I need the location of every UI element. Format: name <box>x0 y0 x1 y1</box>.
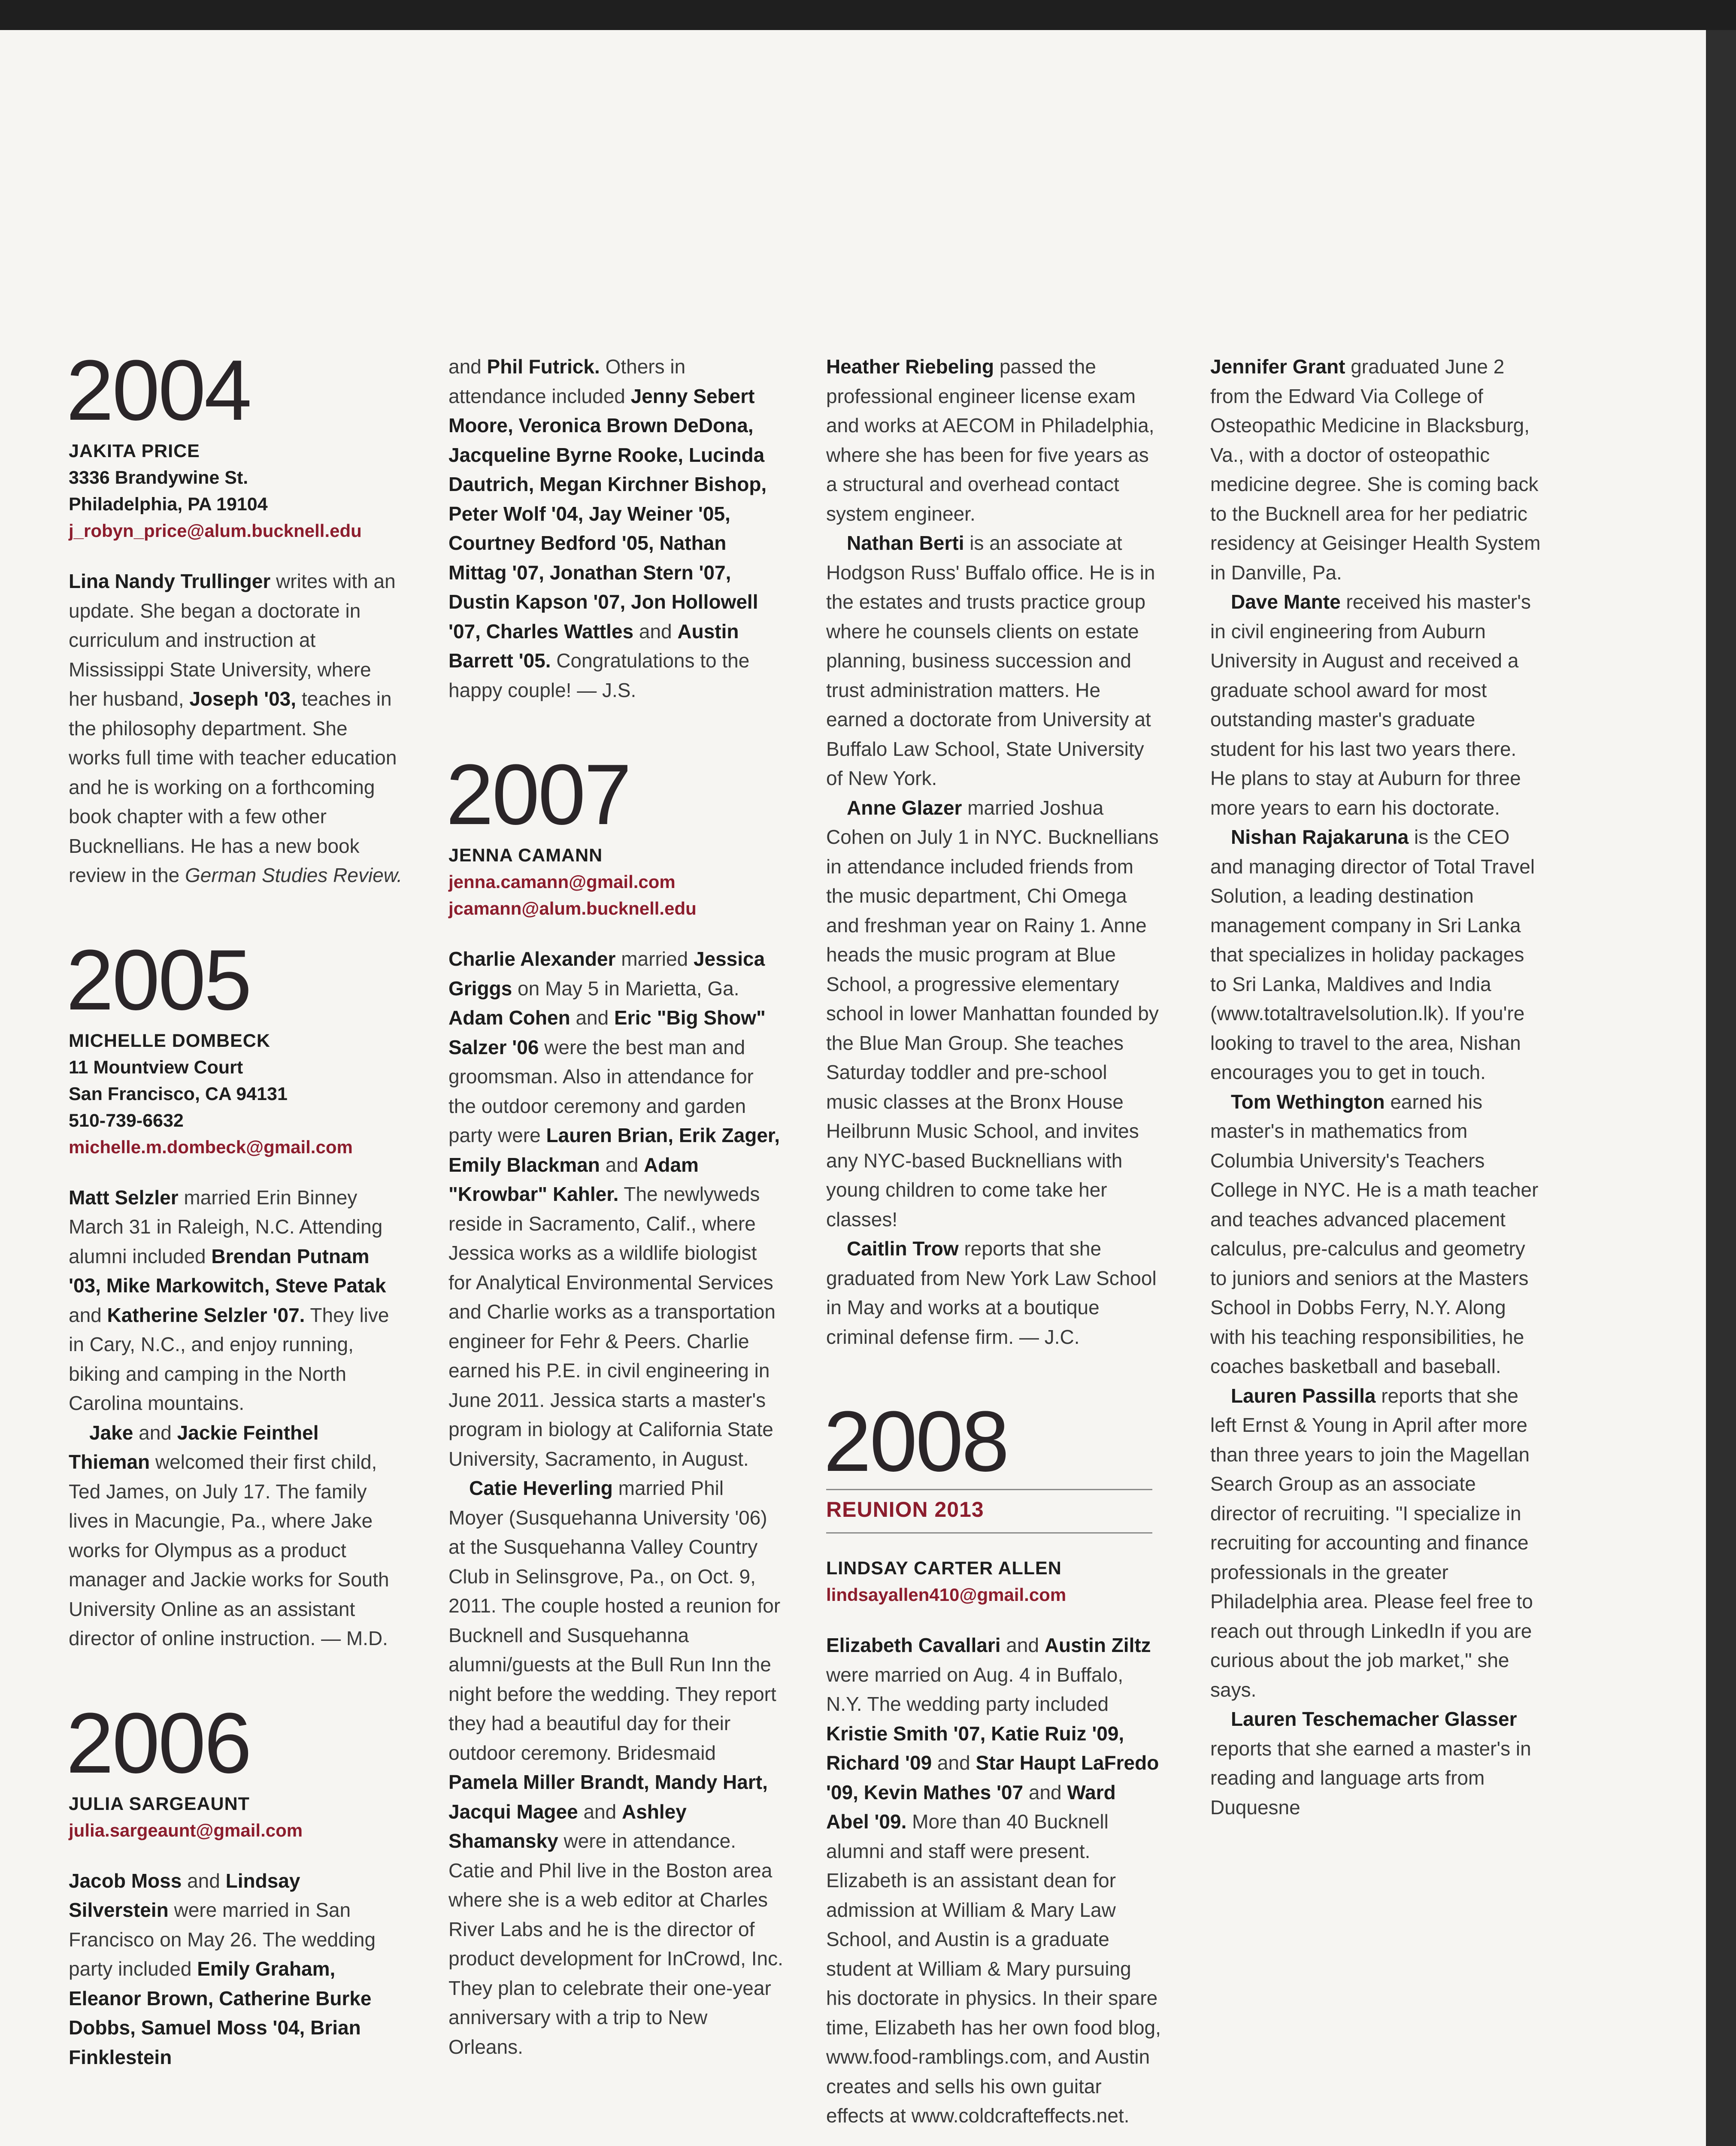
year-heading-2006: 2006 <box>66 1695 250 1791</box>
reporter-name: JAKITA PRICE <box>69 441 200 461</box>
news-item: Nishan Rajakaruna is the CEO and managing director of Total Travel Solution, a leading destination management company in Sri Lanka that specializes in holiday packages to Sri Lanka, Maldives and India (www.totaltravelsolution.lk). If you're looking to travel to the area, Nishan encourages you to get in touch. <box>1210 826 1535 1083</box>
column-1 <box>66 343 403 2072</box>
reporter-email[interactable]: jenna.camann@gmail.com <box>448 872 676 892</box>
reporter-name: JENNA CAMANN <box>448 845 603 866</box>
news-item: Jennifer Grant graduated June 2 from the Edward Via College of Osteopathic Medicine in Blacksburg, Va., with a doctor of osteopathic medicine degree. She is coming back to the Bucknell area for her pediatric residency at Geisinger Health System in Danville, Pa. <box>1210 355 1541 584</box>
reporter-email[interactable]: jcamann@alum.bucknell.edu <box>448 898 697 918</box>
news-item: Heather Riebeling passed the professional engineer license exam and works at AECOM in Philadelphia, where she has been for five years as a structural and overhead contact system engineer. <box>826 355 1154 525</box>
scan-right-edge <box>1706 30 1736 2146</box>
year-heading-2008: 2008 <box>824 1394 1008 1489</box>
reporter-name: MICHELLE DOMBECK <box>69 1030 270 1051</box>
address-line: San Francisco, CA 94131 <box>69 1083 288 1104</box>
news-item: Jake and Jackie Feinthel Thieman welcomed their first child, Ted James, on July 17. The family lives in Macungie, Pa., where Jake works for Olympus as a product manager and Jackie works for South University Online as an assistant director of online instruction. — M.D. <box>69 1421 389 1649</box>
address-line: Philadelphia, PA 19104 <box>69 494 268 515</box>
year-heading-2005: 2005 <box>66 932 250 1028</box>
reunion-label: REUNION 2013 <box>826 1497 984 1522</box>
class-reporter-2004 <box>69 438 403 544</box>
class-reporter-2008 <box>826 1555 1161 1608</box>
news-item: Lauren Teschemacher Glasser reports that she earned a master's in reading and language arts from Duquesne <box>1210 1708 1531 1819</box>
phone-number: 510-739-6632 <box>69 1110 184 1131</box>
reporter-email[interactable]: michelle.m.dombeck@gmail.com <box>69 1137 353 1157</box>
reporter-name: JULIA SARGEAUNT <box>69 1793 250 1814</box>
reporter-email[interactable]: julia.sargeaunt@gmail.com <box>69 1820 303 1840</box>
news-item: Lina Nandy Trullinger writes with an update. She began a doctorate in curriculum and instruction at Mississippi State University, where her husband, Joseph '03, teaches in the philosophy department. She works full time with teacher education and he is working on a forthcoming book chapter with a few other Bucknellians. He has a new book review in the German Studies Review. <box>69 570 403 886</box>
class-reporter-2006 <box>69 1791 403 1844</box>
news-item: Dave Mante received his master's in civil engineering from Auburn University in August and received a graduate school award for most outstanding master's graduate student for his last two years there. He plans to stay at Auburn for three more years to earn his doctorate. <box>1210 591 1531 819</box>
year-heading-2004: 2004 <box>66 343 250 438</box>
class-reporter-2007 <box>448 842 783 922</box>
reporter-email[interactable]: j_robyn_price@alum.bucknell.edu <box>69 521 362 541</box>
column-3 <box>826 352 1161 2131</box>
divider <box>826 1532 1152 1534</box>
column-2 <box>448 352 783 2061</box>
news-item: Lauren Passilla reports that she left Ernst & Young in April after more than three years to join the Magellan Search Group as an associate director of recruiting. "I specialize in recruiting for accounting and finance professionals in the greater Philadelphia area. Please feel free to reach out through LinkedIn if you are curious about the job market," she says. <box>1210 1384 1533 1701</box>
year-heading-2007: 2007 <box>446 747 630 843</box>
address-line: 3336 Brandywine St. <box>69 467 248 488</box>
class-reporter-2005 <box>69 1028 403 1161</box>
news-item: Tom Wethington earned his master's in mathematics from Columbia University's Teachers College in NYC. He is a math teacher and teaches advanced placement calculus, pre-calculus and geometry to juniors and seniors at the Masters School in Dobbs Ferry, N.Y. Along with his teaching responsibilities, he coaches basketball and baseball. <box>1210 1090 1539 1377</box>
news-item-continued: and Phil Futrick. Others in attendance included Jenny Sebert Moore, Veronica Brown DeDona, Jacqueline Byrne Rooke, Lucinda Dautrich, Megan Kirchner Bishop, Peter Wolf '04, Jay Weiner '05, Courtney Bedford '05, Nathan Mittag '07, Jonathan Stern '07, Dustin Kapson '07, Jon Hollowell '07, Charles Wattles and Austin Barrett '05. Congratulations to the happy couple! — J.S. <box>448 355 767 701</box>
column-4 <box>1210 352 1545 1822</box>
news-item: Catie Heverling married Phil Moyer (Susquehanna University '06) at the Susquehanna Valley Country Club in Selinsgrove, Pa., on Oct. 9, 2011. The couple hosted a reunion for Bucknell and Susquehanna alumni/guests at the Bull Run Inn the night before the wedding. They report they had a beautiful day for their outdoor ceremony. Bridesmaid Pamela Miller Brandt, Mandy Hart, Jacqui Magee and Ashley Shamansky were in attendance. Catie and Phil live in the Boston area where she is a web editor at Charles River Labs and he is the director of product development for InCrowd, Inc. They plan to celebrate their one-year anniversary with a trip to New Orleans. <box>448 1477 783 2058</box>
news-item: Matt Selzler married Erin Binney March 31 in Raleigh, N.C. Attending alumni included Brendan Putnam '03, Mike Markowitch, Steve Patak and Katherine Selzler '07. They live in Cary, N.C., and enjoy running, biking and camping in the North Carolina mountains. <box>69 1186 389 1414</box>
news-item: Charlie Alexander married Jessica Griggs on May 5 in Marietta, Ga. Adam Cohen and Eric "Big Show" Salzer '06 were the best man and groomsman. Also in attendance for the outdoor ceremony and garden party were Lauren Brian, Erik Zager, Emily Blackman and Adam "Krowbar" Kahler. The newlyweds reside in Sacramento, Calif., where Jessica works as a wildlife biologist for Analytical Environmental Services and Charlie works as a transportation engineer for Fehr & Peers. Charlie earned his P.E. in civil engineering in June 2011. Jessica starts a master's program in biology at California State University, Sacramento, in August. <box>448 948 780 1470</box>
reporter-email[interactable]: lindsayallen410@gmail.com <box>826 1585 1066 1605</box>
news-item: Elizabeth Cavallari and Austin Ziltz were married on Aug. 4 in Buffalo, N.Y. The wedding party included Kristie Smith '07, Katie Ruiz '09, Richard '09 and Star Haupt LaFredo '09, Kevin Mathes '07 and Ward Abel '09. More than 40 Bucknell alumni and staff were present. Elizabeth is an assistant dean for admission at William & Mary Law School, and Austin is a graduate student at William & Mary pursuing his doctorate in physics. In their spare time, Elizabeth has her own food blog, www.food-ramblings.com, and Austin creates and sells his own guitar effects at www.coldcrafteffects.net. <box>826 1634 1161 2127</box>
news-item: Anne Glazer married Joshua Cohen on July 1 in NYC. Bucknellians in attendance included friends from the music department, Chi Omega and freshman year on Rainy 1. Anne heads the music program at Blue School, a progressive elementary school in lower Manhattan founded by the Blue Man Group. She teaches Saturday toddler and pre-school music classes at the Bronx House Heilbrunn Music School, and invites any NYC-based Bucknellians with young children to come take her classes! <box>826 796 1159 1231</box>
news-item: Jacob Moss and Lindsay Silverstein were married in San Francisco on May 26. The wedding party included Emily Graham, Eleanor Brown, Catherine Burke Dobbs, Samuel Moss '04, Brian Finklestein <box>69 1869 376 2068</box>
reporter-name: LINDSAY CARTER ALLEN <box>826 1558 1062 1579</box>
news-item: Nathan Berti is an associate at Hodgson Russ' Buffalo office. He is in the estates and trusts practice group where he counsels clients on estate planning, business succession and trust administration matters. He earned a doctorate from University at Buffalo Law School, State University of New York. <box>826 532 1155 789</box>
address-line: 11 Mountview Court <box>69 1057 243 1078</box>
news-item: Caitlin Trow reports that she graduated from New York Law School in May and works at a boutique criminal defense firm. — J.C. <box>826 1237 1157 1348</box>
